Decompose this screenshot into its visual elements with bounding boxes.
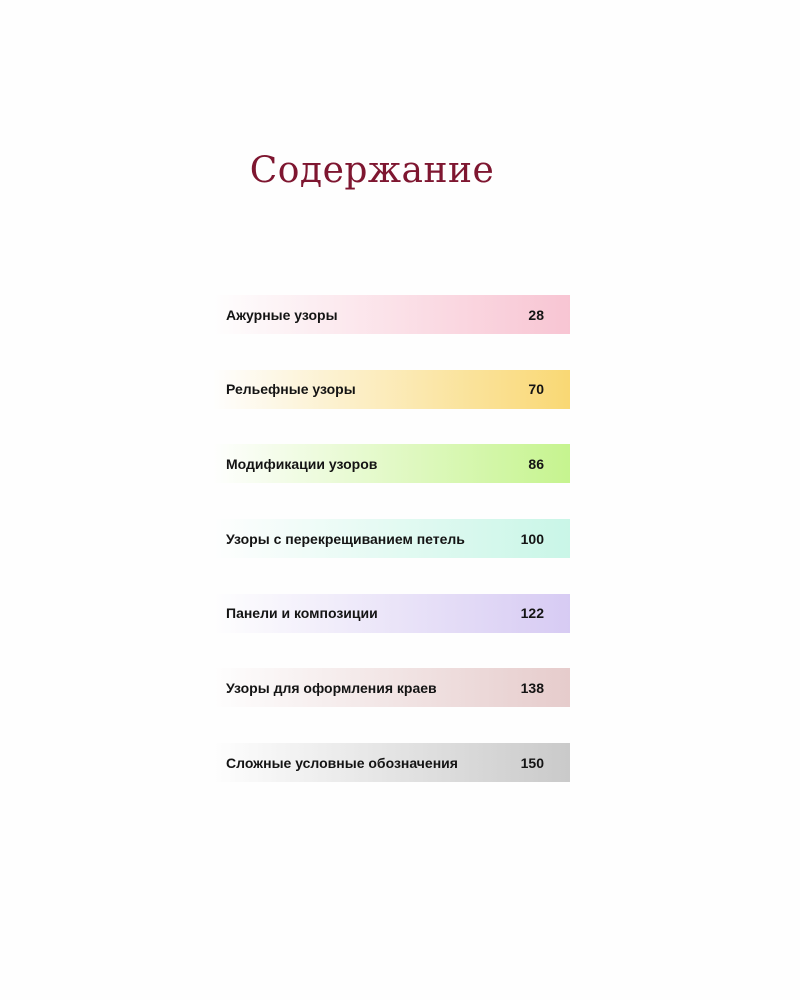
toc-entry-page-number: 28: [528, 306, 544, 323]
toc-entry-page-number: 100: [520, 530, 544, 547]
toc-entry[interactable]: [212, 370, 570, 409]
toc-entry-page-number: 150: [520, 754, 544, 771]
toc-entry-page-number: 138: [520, 679, 544, 696]
toc-entry[interactable]: [212, 519, 570, 558]
toc-entry-page-number: 86: [528, 455, 544, 472]
toc-entry-label: Сложные условные обозначения: [226, 754, 458, 771]
table-of-contents: [212, 295, 570, 782]
toc-entry-label: Модификации узоров: [226, 455, 378, 472]
toc-entry-label: Рельефные узоры: [226, 381, 356, 398]
toc-entry-label: Ажурные узоры: [226, 306, 338, 323]
toc-entry[interactable]: [212, 743, 570, 782]
toc-entry-label: Узоры для оформления краев: [226, 679, 437, 696]
toc-entry[interactable]: [212, 668, 570, 707]
toc-entry-page-number: 70: [528, 381, 544, 398]
toc-entry[interactable]: [212, 295, 570, 334]
toc-entry-label: Панели и композиции: [226, 605, 378, 622]
toc-entry-page-number: 122: [520, 605, 544, 622]
toc-entry-label: Узоры с перекрещиванием петель: [226, 530, 465, 547]
page-title: Содержание: [249, 150, 495, 191]
toc-entry[interactable]: [212, 444, 570, 483]
toc-entry[interactable]: [212, 594, 570, 633]
